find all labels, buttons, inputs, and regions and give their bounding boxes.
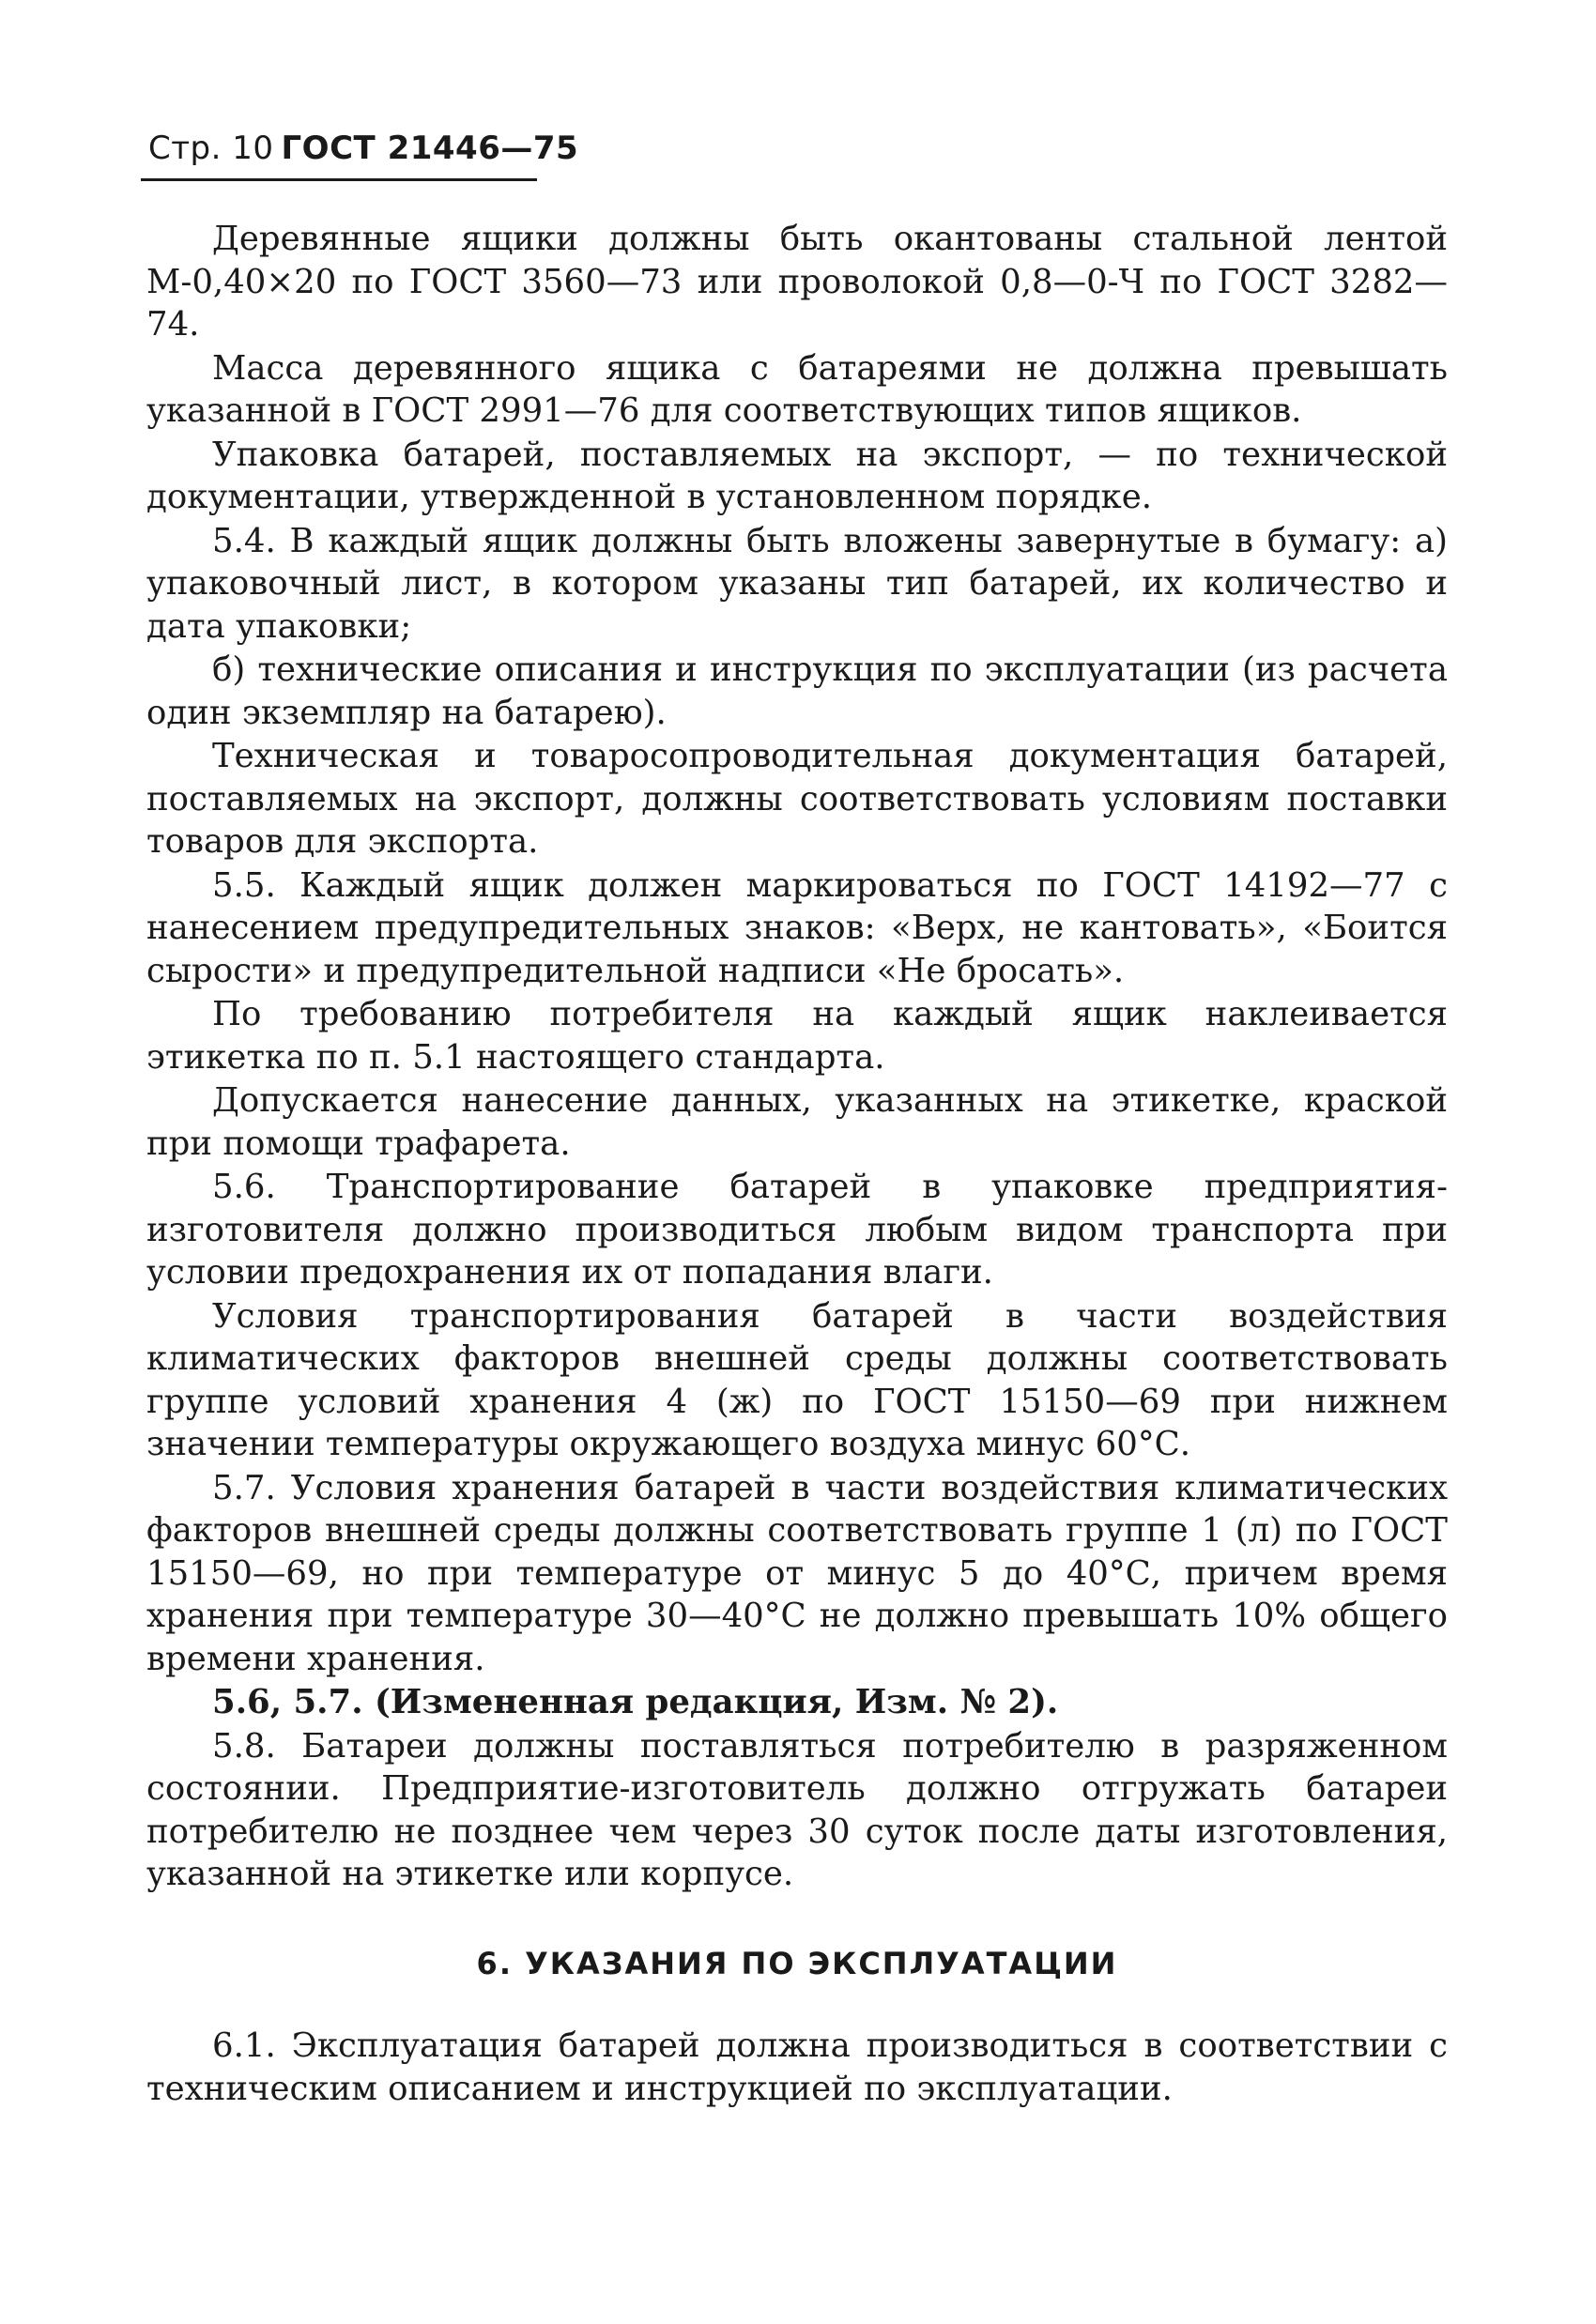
paragraph: Масса деревянного ящика с батареями не должна превышать указанной в ГОСТ 2991—76 для соответствующих типов ящиков. <box>146 348 1448 430</box>
paragraph: Упаковка батарей, поставляемых на экспорт, — по технической документации, утвержденной в установленном порядке. <box>146 435 1448 516</box>
paragraph: Допускается нанесение данных, указанных на этикетке, краской при помощи трафарета. <box>146 1081 1448 1163</box>
paragraph: 5.7. Условия хранения батарей в части воздействия климатических факторов внешней среды должны соответствовать группе 1 (л) по ГОСТ 15150—69, но при температуре от минус 5 до 40°С, причем время хранения при температуре 30—40°С не должно превышать 10% общего времени хранения. <box>146 1468 1448 1678</box>
page-number: Стр. 10 <box>148 130 274 167</box>
paragraph: Техническая и товаросопроводительная документация батарей, поставляемых на экспорт, должны соответствовать условиям поставки товаров для экспорта. <box>146 737 1448 861</box>
amendment-note: 5.6, 5.7. (Измененная редакция, Изм. № 2). <box>212 1683 1059 1721</box>
paragraph: 5.4. В каждый ящик должны быть вложены завернутые в бумагу: а) упаковочный лист, в котором указаны тип батарей, их количество и дата упаковки; <box>146 521 1448 646</box>
paragraph: 5.6. Транспортирование батарей в упаковке предприятия-изготовителя должно производиться любым видом транспорта при условии предохранения их от попадания влаги. <box>146 1168 1448 1292</box>
paragraph: Условия транспортирования батарей в части воздействия климатических факторов внешней среды должны соответствовать группе условий хранения 4 (ж) по ГОСТ 15150—69 при нижнем значении температуры окружающего воздуха минус 60°С. <box>146 1296 1448 1463</box>
document-body <box>146 218 1448 2110</box>
page-header <box>148 130 578 167</box>
header-underline <box>141 178 537 181</box>
paragraph: 5.8. Батареи должны поставляться потребителю в разряженном состоянии. Предприятие-изготовитель должно отгружать батареи потребителю не позднее чем через 30 суток после даты изготовления, указанной на этикетке или корпусе. <box>146 1726 1448 1893</box>
paragraph: 5.5. Каждый ящик должен маркироваться по ГОСТ 14192—77 с нанесением предупредительных знаков: «Верх, не кантовать», «Боится сырости» и предупредительной надписи «Не бросать». <box>146 865 1448 990</box>
paragraph: Деревянные ящики должны быть окантованы стальной лентой М-0,40×20 по ГОСТ 3560—73 или проволокой 0,8—0-Ч по ГОСТ 3282—74. <box>146 220 1448 344</box>
section-title: 6. УКАЗАНИЯ ПО ЭКСПЛУАТАЦИИ <box>476 1945 1118 1981</box>
paragraph: б) технические описания и инструкция по эксплуатации (из расчета один экземпляр на батарею). <box>146 650 1448 732</box>
standard-number: ГОСТ 21446—75 <box>281 130 579 167</box>
paragraph: По требованию потребителя на каждый ящик наклеивается этикетка по п. 5.1 настоящего стандарта. <box>146 995 1448 1077</box>
paragraph: 6.1. Эксплуатация батарей должна производиться в соответствии с техническим описанием и инструкцией по эксплуатации. <box>146 2026 1448 2108</box>
